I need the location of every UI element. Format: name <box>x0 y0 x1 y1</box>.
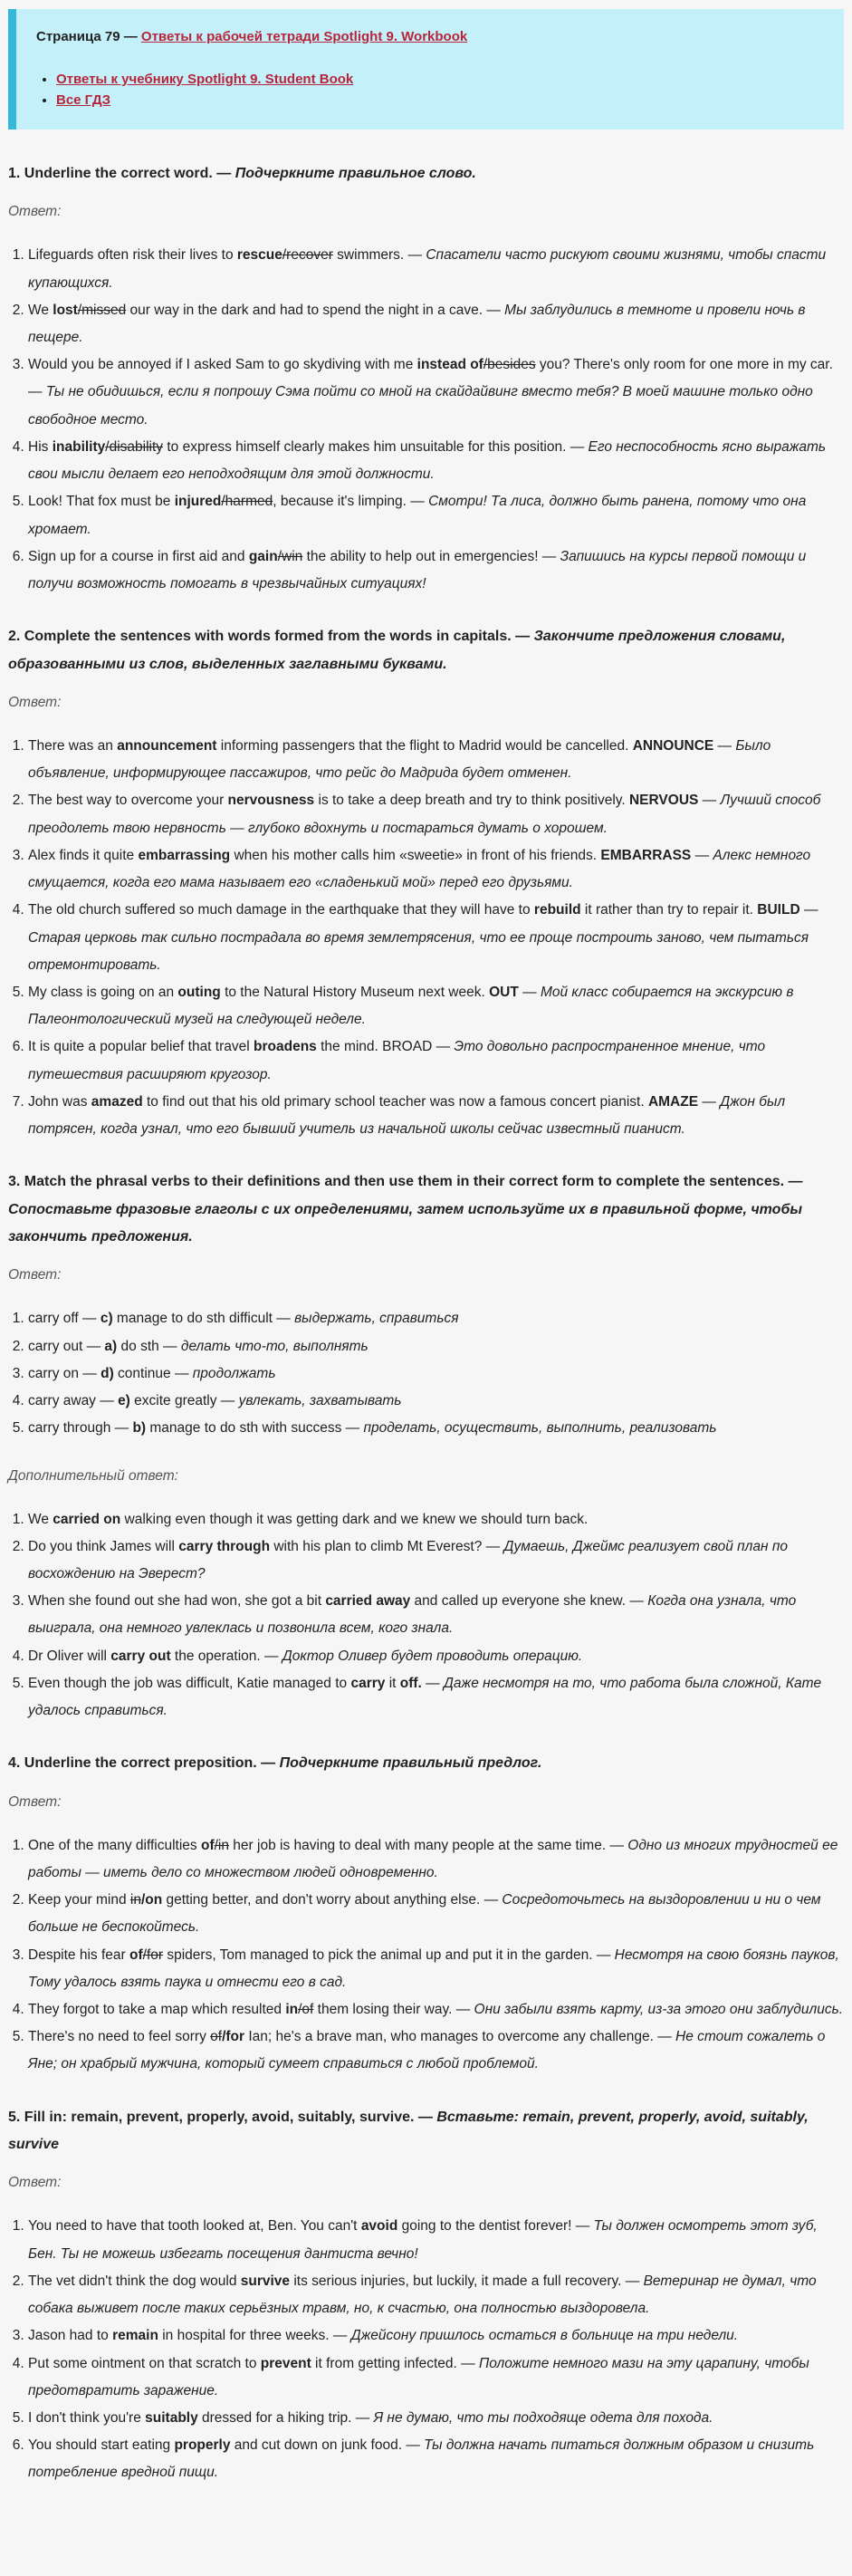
list-item <box>28 488 844 543</box>
extra-answer-label: Дополнительный ответ: <box>8 1467 178 1484</box>
answer-word: carry out <box>110 1648 171 1664</box>
list-item <box>56 72 826 87</box>
list-item <box>28 897 844 979</box>
answer-list <box>8 1832 844 2079</box>
list-item <box>28 434 844 488</box>
sentence-text: its serious injuries, but luckily, it made a full recovery. — <box>290 2273 644 2289</box>
translation: увлекать, захватывать <box>238 1393 402 1409</box>
answer-word: carry <box>350 1675 386 1691</box>
sentence-text: You should start eating <box>28 2437 175 2454</box>
sentence-text: and cut down on junk food. — <box>230 2437 425 2454</box>
wrong-option: /disability <box>105 438 164 455</box>
wrong-option: /recover <box>282 247 333 264</box>
list-item <box>28 1305 844 1332</box>
answer-word: injured <box>174 494 222 510</box>
sentence-text: Ian; he's a brave man, who manages to overcome any challenge. — <box>244 2029 676 2045</box>
list-item <box>28 297 844 351</box>
sentence-text: Put some ointment on that scratch to <box>28 2355 261 2371</box>
sentence-text: We <box>28 302 53 318</box>
translation: Мой класс собирается на экскурсию в Палеонтологический музей на следующей неделе. <box>28 984 794 1028</box>
sentence-text: the ability to help out in emergencies! — <box>302 548 560 564</box>
sentence-text: There's no need to feel sorry <box>28 2029 211 2045</box>
translation: Одно из многих трудностей ее работы — иметь дело со множеством людей одновременно. <box>28 1837 838 1880</box>
sentence-text: her job is having to deal with many people at the same time. — <box>229 1837 628 1853</box>
wrong-option: /harmed <box>221 494 273 510</box>
translation: Алекс немного смущается, когда его мама называет его «сладенький мой» перед его друзьями. <box>28 847 811 891</box>
task-title-en: 3. Match the phrasal verbs to their definitions and then use them in their correct form to complete the sentences. — <box>8 1174 803 1190</box>
list-item <box>28 1996 844 2023</box>
sentence-text: do sth — <box>117 1338 181 1354</box>
answer-word: announcement <box>117 738 217 755</box>
sentence-text: The best way to overcome your <box>28 793 228 809</box>
wrong-option: of <box>210 2029 223 2045</box>
translation: Ты должна начать питаться должным образом и снизить потребление вредной пищи. <box>28 2437 815 2481</box>
tasks-content <box>8 160 844 2487</box>
translation: Несмотря на свою боязнь пауков, Тому удалось взять паука и отнести его в сад. <box>28 1946 839 1990</box>
task-title-en: 1. Underline the correct word. — <box>8 166 232 181</box>
wrong-option: /missed <box>77 302 127 318</box>
list-item <box>28 1643 844 1670</box>
translation: продолжать <box>192 1365 276 1381</box>
answer-word: off. <box>399 1675 422 1691</box>
wrong-option: /of <box>298 2002 314 2018</box>
translation: Запишись на курсы первой помощи и получи возможность помогать в чрезвычайных ситуациях! <box>28 548 807 592</box>
answer-word: nervousness <box>227 793 315 809</box>
answer-word: properly <box>174 2437 231 2454</box>
answer-word: outing <box>177 984 221 1000</box>
sentence-text: carry through — <box>28 1420 133 1437</box>
list-item <box>28 543 844 598</box>
answer-word: d) <box>101 1365 114 1381</box>
list-item <box>28 2023 844 2078</box>
sentence-text: The old church suffered so much damage in the earthquake that they will have to <box>28 902 534 918</box>
answer-label: Ответ: <box>8 695 62 711</box>
translation: делать что-то, выполнять <box>180 1338 369 1354</box>
sentence-text: Look! That fox must be <box>28 494 175 510</box>
key-word: AMAZE <box>647 1093 699 1110</box>
list-item <box>28 2405 844 2432</box>
answer-word: amazed <box>91 1093 143 1110</box>
related-links <box>36 72 826 108</box>
sentence-text: to the Natural History Museum next week. <box>220 984 490 1000</box>
sentence-text: it from getting infected. — <box>311 2355 479 2371</box>
dash: — <box>518 984 541 1000</box>
answer-list <box>8 1506 844 1725</box>
list-item <box>28 842 844 897</box>
translation: Смотри! Та лиса, должно быть ранена, потому что она хромает. <box>28 494 807 537</box>
answer-list <box>8 242 844 598</box>
answer-label: Ответ: <box>8 2175 62 2191</box>
list-item <box>28 351 844 434</box>
list-item <box>28 1942 844 1996</box>
answer-word: broadens <box>254 1039 317 1055</box>
dash: — <box>799 902 818 918</box>
wrong-option: /besides <box>483 357 536 373</box>
list-item <box>28 1506 844 1533</box>
translation: Не стоит сожалеть о Яне; он храбрый мужчина, который сумеет справиться с любой проблемой. <box>28 2029 826 2072</box>
sentence-text: Jason had to <box>28 2328 113 2344</box>
list-item <box>28 1588 844 1642</box>
breadcrumb-box <box>8 9 844 130</box>
translation: Спасатели часто рискуют своими жизнями, чтобы спасти купающихся. <box>28 247 827 291</box>
sentence-text: to express himself clearly makes him unsuitable for this position. — <box>163 438 589 455</box>
sentence-text: to find out that his old primary school teacher was now a famous concert pianist. <box>142 1093 648 1110</box>
list-item <box>28 1670 844 1725</box>
workbook-link[interactable]: Ответы к рабочей тетради Spotlight 9. Workbook <box>140 29 468 44</box>
sentence-text: carry on — <box>28 1365 101 1381</box>
sentence-text: the mind. BROAD — <box>316 1039 455 1055</box>
answer-word: carried on <box>53 1511 121 1527</box>
sentence-text: Sign up for a course in first aid and <box>28 548 249 564</box>
key-word: ANNOUNCE <box>632 738 714 755</box>
sentence-text: continue — <box>113 1365 193 1381</box>
list-item <box>28 2350 844 2405</box>
translation: Положите немного мази на эту царапину, чтобы предотвратить заражение. <box>28 2355 809 2398</box>
answer-word: gain <box>248 548 278 564</box>
answer-word: in <box>285 2002 299 2018</box>
list-item <box>28 1360 844 1388</box>
correct-option: /for <box>222 2029 245 2045</box>
sentence-text: Lifeguards often risk their lives to <box>28 247 237 264</box>
sentence-text: It is quite a popular belief that travel <box>28 1039 254 1055</box>
answer-label: Ответ: <box>8 1793 62 1810</box>
translation: Я не думаю, что ты подходяще одета для похода. <box>373 2409 713 2426</box>
task-title-ru: Подчеркните правильный предлог. <box>279 1755 542 1772</box>
translation: Ты не обидишься, если я попрошу Сэма пойти со мной на скайдайвинг вместо тебя? В моей машине только одно свободное место. <box>28 384 813 428</box>
task-title <box>8 2104 844 2159</box>
answer-list <box>8 1305 844 1442</box>
sentence-text: our way in the dark and had to spend the night in a cave. — <box>126 302 505 318</box>
sentence-text: I don't think you're <box>28 2409 146 2426</box>
list-item <box>28 1887 844 1941</box>
list-item <box>28 2432 844 2486</box>
student-book-link[interactable]: Ответы к учебнику Spotlight 9. Student Book <box>56 72 354 87</box>
translation: выдержать, справиться <box>294 1311 459 1327</box>
sentence-text: walking even though it was getting dark and we knew we should turn back. <box>120 1511 589 1527</box>
answer-label: Ответ: <box>8 204 62 220</box>
sentence-text: spiders, Tom managed to pick the animal up and put it in the garden. — <box>163 1946 615 1963</box>
sentence-text: when his mother calls him «sweetie» in front of his friends. <box>230 847 601 863</box>
sentence-text: Despite his fear <box>28 1946 129 1963</box>
answer-word: carried away <box>325 1593 411 1610</box>
correct-option: /on <box>140 1892 163 1908</box>
task-title-en: 2. Complete the sentences with words formed from the words in capitals. — <box>8 629 531 645</box>
list-item <box>28 1415 844 1442</box>
list-item <box>28 2322 844 2350</box>
sentence-text: carry out — <box>28 1338 105 1354</box>
task-title <box>8 160 844 187</box>
sentence-text: with his plan to climb Mt Everest? — <box>270 1538 504 1554</box>
list-item <box>28 242 844 296</box>
breadcrumb <box>36 29 826 44</box>
answer-word: prevent <box>260 2355 311 2371</box>
sentence-text: getting better, and don't worry about anything else. — <box>162 1892 503 1908</box>
list-item <box>28 787 844 841</box>
sentence-text: them losing their way. — <box>313 2002 474 2018</box>
answer-word: a) <box>104 1338 118 1354</box>
answer-word: embarrassing <box>138 847 231 863</box>
sentence-text: You need to have that tooth looked at, Ben. You can't <box>28 2218 361 2235</box>
answer-word: b) <box>132 1420 147 1437</box>
sentence-text: is to take a deep breath and try to think positively. <box>314 793 629 809</box>
answer-word: lost <box>53 302 78 318</box>
answer-word: rebuild <box>533 902 581 918</box>
wrong-option: in <box>129 1892 141 1908</box>
translation: Это довольно распространенное мнение, что путешествия расширяют кругозор. <box>28 1039 766 1082</box>
sentence-text: Dr Oliver will <box>28 1648 111 1664</box>
wrong-option: /for <box>142 1946 164 1963</box>
sentence-text: it <box>385 1675 400 1691</box>
sentence-text: informing passengers that the flight to Madrid would be cancelled. <box>216 738 633 755</box>
sentence-text: We <box>28 1511 53 1527</box>
list-item <box>28 1089 844 1143</box>
sentence-text: the operation. — <box>170 1648 282 1664</box>
sentence-text: manage to do sth with success — <box>146 1420 364 1437</box>
sentence-text: in hospital for three weeks. — <box>158 2328 351 2344</box>
sentence-text: They forgot to take a map which resulted <box>28 2002 286 2018</box>
answer-word: instead of <box>416 357 483 373</box>
dash: — <box>713 738 736 755</box>
key-word: OUT <box>489 984 519 1000</box>
translation: Они забыли взять карту, из-за этого они заблудились. <box>474 2002 844 2018</box>
list-item <box>28 1533 844 1588</box>
task-title <box>8 623 844 678</box>
dash: — <box>691 847 713 863</box>
sentence-text: Do you think James will <box>28 1538 179 1554</box>
task-title-en: 4. Underline the correct preposition. — <box>8 1755 276 1772</box>
sentence-text: it rather than try to repair it. <box>580 902 758 918</box>
sentence-text: Would you be annoyed if I asked Sam to go skydiving with me <box>28 357 417 373</box>
sentence-text: When she found out she had won, she got a bit <box>28 1593 326 1610</box>
translation: Ты должен осмотреть этот зуб, Бен. Ты не можешь избегать посещения дантиста вечно! <box>28 2218 818 2262</box>
sentence-text: manage to do sth difficult — <box>112 1311 295 1327</box>
sentence-text: you? There's only room for one more in my car. — <box>28 357 833 400</box>
answer-word: c) <box>100 1311 113 1327</box>
wrong-option: /win <box>277 548 303 564</box>
sentence-text: carry off — <box>28 1311 101 1327</box>
translation: Когда она узнала, что выиграла, она немного увлеклась и позвонила всем, кого знала. <box>28 1593 797 1637</box>
sentence-text: One of the many difficulties <box>28 1837 201 1853</box>
answer-word: survive <box>240 2273 291 2289</box>
sentence-text: Even though the job was difficult, Katie managed to <box>28 1675 351 1691</box>
wrong-option: /in <box>214 1837 229 1853</box>
translation: Даже несмотря на то, что работа была сложной, Кате удалось справиться. <box>28 1675 822 1719</box>
task-title-ru: Подчеркните правильное слово. <box>235 166 476 181</box>
list-item <box>28 2268 844 2322</box>
task-title-ru: Закончите предложения словами, образованными из слов, выделенных заглавными буквами. <box>8 629 786 672</box>
list-item <box>28 1333 844 1360</box>
task-title <box>8 1168 844 1251</box>
translation: Джон был потрясен, когда узнал, что его бывший учитель из начальной школы сейчас известный пианист. <box>28 1093 786 1138</box>
translation: Сосредоточьтесь на выздоровлении и ни о чем больше не беспокойтесь. <box>28 1892 821 1936</box>
list-item <box>28 1832 844 1887</box>
sentence-text: dressed for a hiking trip. — <box>197 2409 374 2426</box>
key-word: EMBARRASS <box>600 847 692 863</box>
sentence-text: going to the dentist forever! — <box>397 2218 594 2235</box>
sentence-text: swimmers. — <box>332 247 426 264</box>
translation: Мы заблудились в темноте и провели ночь в пещере. <box>28 302 806 346</box>
sentence-text: There was an <box>28 738 118 755</box>
sentence-text: Keep your mind <box>28 1892 130 1908</box>
list-item <box>28 2213 844 2267</box>
sentence-text: and called up everyone she knew. — <box>410 1593 648 1610</box>
answer-list <box>8 733 844 1143</box>
sentence-text: , because it's limping. — <box>273 494 429 510</box>
translation: Его неспособность ясно выражать свои мысли делает его неподходящим для этой должности. <box>28 438 827 483</box>
list-item <box>28 733 844 787</box>
dash: — <box>698 1093 721 1110</box>
translation: Было объявление, информирующее пассажиров, что рейс до Мадрида будет отменен. <box>28 738 771 782</box>
task-title-en: 5. Fill in: remain, prevent, properly, avoid, suitably, survive. — <box>8 2109 433 2125</box>
translation: Доктор Оливер будет проводить операцию. <box>282 1648 583 1664</box>
list-item <box>28 1033 844 1088</box>
key-word: NERVOUS <box>628 793 699 809</box>
answer-word: suitably <box>145 2409 198 2426</box>
task-title-ru: Сопоставьте фразовые глаголы с их определениями, затем используйте их в правильной форме, чтобы закончить предложения. <box>8 1201 803 1245</box>
sentence-text: The vet didn't think the dog would <box>28 2273 241 2289</box>
answer-word: inability <box>52 438 106 455</box>
answer-word: e) <box>118 1393 130 1409</box>
page-number: Страница 79 — <box>36 29 138 44</box>
sentence-text: John was <box>28 1093 91 1110</box>
answer-word: rescue <box>236 247 282 264</box>
dash: — <box>698 793 721 809</box>
task-title <box>8 1750 844 1777</box>
answer-list <box>8 2213 844 2486</box>
translation: Лучший способ преодолеть твою нервность — глубоко вдохнуть и постараться думать о хорошем. <box>28 793 821 836</box>
translation: Ветеринар не думал, что собака выживет после таких серьёзных травм, но, к счастью, она полностью выздоровела. <box>28 2273 817 2317</box>
answer-word: carry through <box>178 1538 271 1554</box>
task-title-ru: Вставьте: remain, prevent, properly, avoid, suitably, survive <box>8 2109 809 2153</box>
translation: Думаешь, Джеймс реализует свой план по восхождению на Эверест? <box>28 1538 789 1581</box>
answer-word: avoid <box>360 2218 398 2235</box>
key-word: BUILD <box>757 902 800 918</box>
answer-label: Ответ: <box>8 1267 62 1283</box>
translation: Старая церковь так сильно пострадала во время землетрясения, что ее проще построить заново, чем пытаться отремонтировать. <box>28 929 809 973</box>
answer-word: of <box>200 1837 215 1853</box>
translation: проделать, осуществить, выполнить, реализовать <box>363 1420 717 1437</box>
sentence-text: My class is going on an <box>28 984 178 1000</box>
all-gdz-link[interactable]: Все ГДЗ <box>56 92 111 108</box>
sentence-text: carry away — <box>28 1393 119 1409</box>
sentence-text: His <box>28 438 53 455</box>
list-item <box>28 979 844 1033</box>
sentence-text: — <box>421 1675 444 1691</box>
sentence-text: excite greatly — <box>129 1393 239 1409</box>
translation: Джейсону пришлось остаться в больнице на три недели. <box>350 2328 739 2344</box>
list-item <box>28 1388 844 1415</box>
answer-word: remain <box>112 2328 158 2344</box>
answer-word: of <box>129 1946 143 1963</box>
sentence-text: Alex finds it quite <box>28 847 139 863</box>
list-item <box>56 92 826 108</box>
